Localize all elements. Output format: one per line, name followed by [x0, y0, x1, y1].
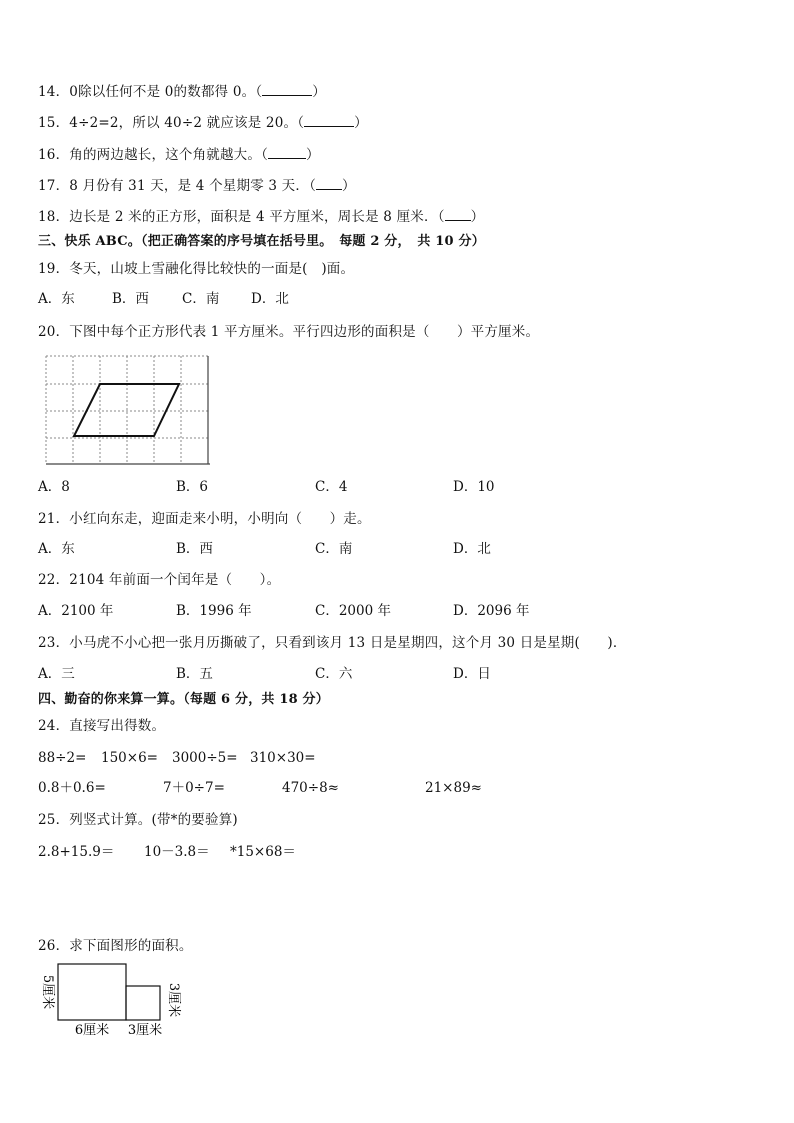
question-18: 18．边长是 2 米的正方形，面积是 4 平方厘米，周长是 8 厘米．（ ）: [38, 209, 485, 225]
question-21: 21．小红向东走，迎面走来小明，小明向（ ）走。: [38, 511, 371, 527]
parallelogram-grid-figure: [44, 354, 212, 468]
q23-option-d[interactable]: D．日: [453, 666, 491, 682]
question-16: 16．角的两边越长，这个角就越大。（ ）: [38, 147, 320, 163]
calc-item: 0.8＋0.6=: [38, 780, 106, 796]
calc-item: 21×89≈: [425, 780, 482, 796]
answer-blank[interactable]: [445, 207, 471, 221]
q23-option-b[interactable]: B．五: [176, 666, 213, 682]
q21-option-a[interactable]: A．东: [38, 541, 75, 557]
q22-option-d[interactable]: D．2096 年: [453, 603, 530, 619]
question-15: 15．4÷2=2，所以 40÷2 就应该是 20。（ ）: [38, 115, 368, 131]
section-4-heading: 四、勤奋的你来算一算。（每题 6 分，共 18 分）: [38, 692, 329, 707]
vertical-calc-item: 2.8+15.9＝: [38, 844, 115, 860]
question-19: 19．冬天，山坡上雪融化得比较快的一面是( )面。: [38, 261, 355, 277]
q21-option-b[interactable]: B．西: [176, 541, 213, 557]
q19-option-a[interactable]: A．东: [38, 291, 75, 307]
section-3-heading: 三、快乐 ABC。（把正确答案的序号填在括号里。 每题 2 分， 共 10 分）: [38, 234, 485, 249]
question-24: 24．直接写出得数。: [38, 718, 166, 734]
q20-option-a[interactable]: A．8: [38, 479, 70, 495]
q20-option-b[interactable]: B．6: [176, 479, 209, 495]
calc-item: 470÷8≈: [282, 780, 339, 796]
question-14: 14．0除以任何不是 0的数都得 0。（ ）: [38, 84, 326, 100]
composite-rectangle-figure: [34, 960, 194, 1042]
question-26: 26．求下面图形的面积。: [38, 938, 193, 954]
question-25: 25．列竖式计算。(带*的要验算): [38, 812, 238, 828]
q23-option-a[interactable]: A．三: [38, 666, 75, 682]
label-big-height: 5厘米: [40, 974, 55, 1010]
question-22: 22．2104 年前面一个闰年是（ ）。: [38, 572, 281, 588]
answer-blank[interactable]: [262, 82, 312, 96]
q19-option-b[interactable]: B．西: [112, 291, 149, 307]
q19-option-d[interactable]: D．北: [251, 291, 289, 307]
vertical-calc-item: 10－3.8＝: [144, 844, 210, 860]
q22-option-a[interactable]: A．2100 年: [38, 603, 114, 619]
question-20: 20．下图中每个正方形代表 1 平方厘米。平行四边形的面积是（ ）平方厘米。: [38, 324, 540, 340]
question-17: 17．8 月份有 31 天，是 4 个星期零 3 天．（ ）: [38, 178, 356, 194]
q20-option-c[interactable]: C．4: [315, 479, 348, 495]
question-text: 17．8 月份有 31 天，是 4 个星期零 3 天．: [38, 178, 310, 194]
question-text: 18．边长是 2 米的正方形，面积是 4 平方厘米，周长是 8 厘米．: [38, 209, 438, 225]
answer-blank[interactable]: [316, 176, 342, 190]
q21-option-d[interactable]: D．北: [453, 541, 491, 557]
question-text: 16．角的两边越长，这个角就越大。: [38, 147, 262, 163]
question-text: 15．4÷2=2，所以 40÷2 就应该是 20。: [38, 115, 298, 131]
question-text: 14．0除以任何不是 0的数都得 0。: [38, 84, 256, 100]
q23-option-c[interactable]: C．六: [315, 666, 353, 682]
calc-item: 88÷2=: [38, 750, 87, 766]
question-23: 23．小马虎不小心把一张月历撕破了，只看到该月 13 日是星期四，这个月 30 日是星期( )．: [38, 635, 627, 651]
answer-blank[interactable]: [304, 113, 354, 127]
q20-option-d[interactable]: D．10: [453, 479, 495, 495]
calc-item: 7＋0÷7=: [163, 780, 225, 796]
calc-item: 150×6=: [101, 750, 158, 766]
large-rectangle: [58, 964, 126, 1020]
label-small-width: 3厘米: [127, 1023, 163, 1038]
q22-option-c[interactable]: C．2000 年: [315, 603, 391, 619]
q21-option-c[interactable]: C．南: [315, 541, 353, 557]
q22-option-b[interactable]: B．1996 年: [176, 603, 252, 619]
vertical-calc-item: *15×68＝: [230, 844, 296, 860]
label-big-width: 6厘米: [74, 1023, 110, 1038]
calc-item: 3000÷5=: [172, 750, 238, 766]
q19-option-c[interactable]: C．南: [182, 291, 220, 307]
calc-item: 310×30=: [250, 750, 316, 766]
label-small-height: 3厘米: [166, 982, 181, 1018]
small-rectangle: [126, 986, 160, 1020]
answer-blank[interactable]: [268, 145, 306, 159]
